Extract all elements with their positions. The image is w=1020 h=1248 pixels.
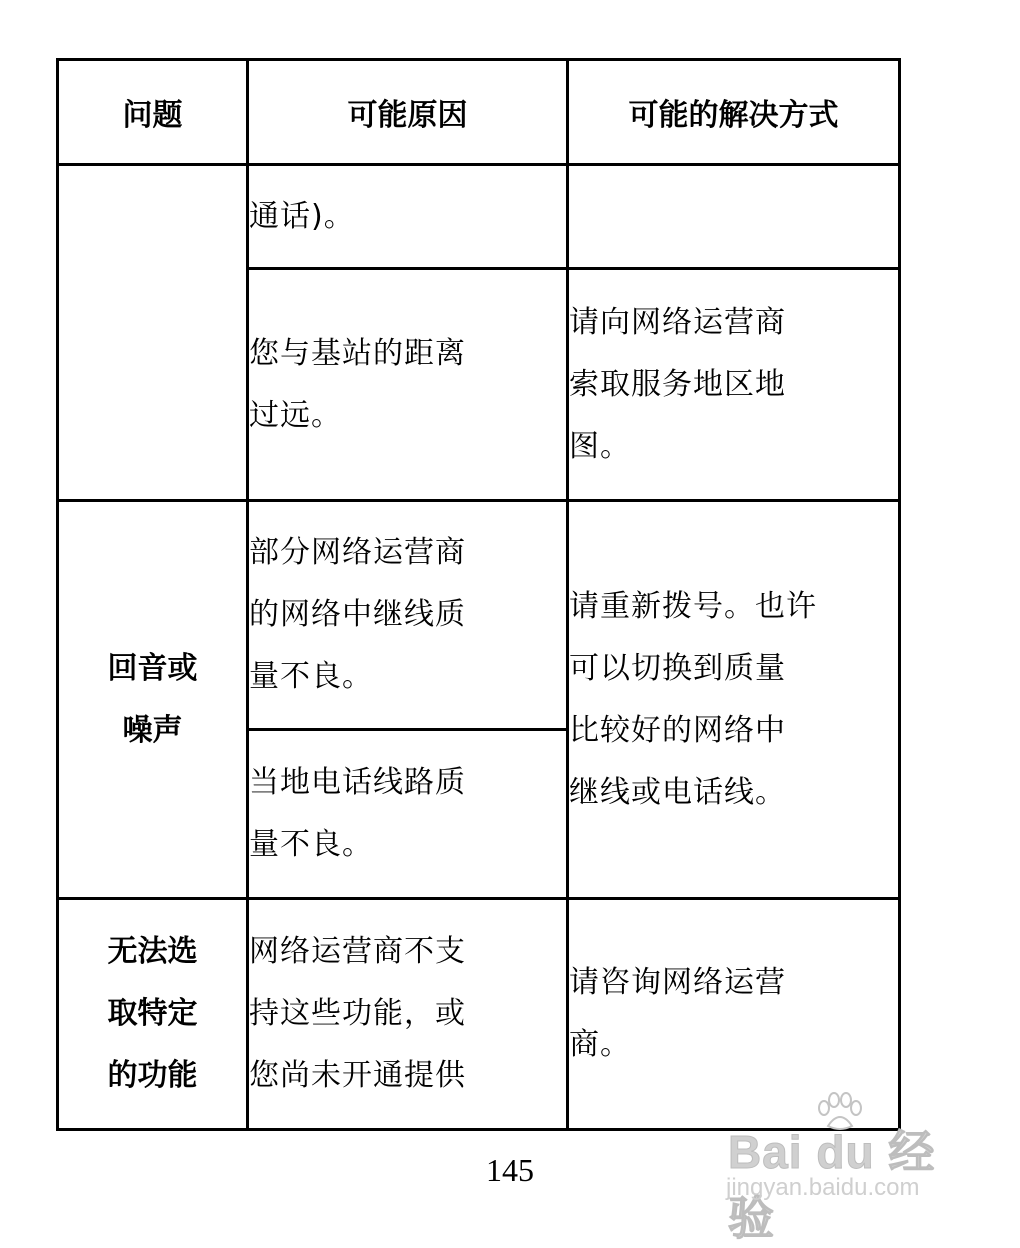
solution-cell-empty [568,165,900,269]
cause-cell [248,899,568,1130]
solution-line: 商。 [569,1027,631,1062]
solution-line: 请向网络运营商 [569,304,786,340]
issue-line: 回音或 [107,650,198,686]
cause-line: 当地电话线路质 [249,765,466,800]
cause-line: 过远。 [249,397,342,433]
solution-line: 请咨询网络运营 [569,965,786,1000]
table-row [58,501,900,730]
issue-line: 噪声 [122,712,183,748]
watermark-url: jingyan.baidu.com [726,1174,920,1201]
cause-line: 您与基站的距离 [249,335,466,371]
solution-line: 图。 [569,428,631,464]
solution-cell [568,269,900,501]
cause-line: 量不良。 [249,827,373,862]
solution-line: 请重新拨号。也许 [569,588,817,624]
solution-cell [568,501,900,899]
cause-cell [248,501,568,730]
cause-cell [248,165,568,269]
solution-line: 比较好的网络中 [569,712,786,748]
issue-cell-empty [58,165,248,501]
cause-line: 通话)。 [249,198,355,234]
cause-line: 持这些功能，或 [249,996,466,1031]
header-solution: 可能的解决方式 [568,60,900,165]
issue-cell [58,501,248,899]
cause-line: 您尚未开通提供 [249,1058,466,1093]
issue-line: 取特定 [107,996,198,1031]
solution-line: 索取服务地区地 [569,366,786,402]
cause-line: 部分网络运营商 [249,535,466,570]
table-row [58,899,900,1130]
solution-cell [568,899,900,1130]
table-row [58,165,900,269]
header-issue: 问题 [58,60,248,165]
cause-cell [248,730,568,899]
watermark-logo: Bai du 经验 [728,1126,936,1244]
cause-line: 网络运营商不支 [249,934,466,969]
header-cause: 可能原因 [248,60,568,165]
cause-cell [248,269,568,501]
troubleshooting-table [56,58,901,1131]
issue-line: 无法选 [107,934,198,969]
page-number: 145 [486,1152,534,1188]
solution-line: 可以切换到质量 [569,650,786,686]
cause-line: 的网络中继线质 [249,597,466,632]
issue-cell [58,899,248,1130]
issue-line: 的功能 [107,1058,198,1093]
cause-line: 量不良。 [249,659,373,694]
table-header-row [58,60,900,165]
solution-line: 继线或电话线。 [569,774,786,810]
